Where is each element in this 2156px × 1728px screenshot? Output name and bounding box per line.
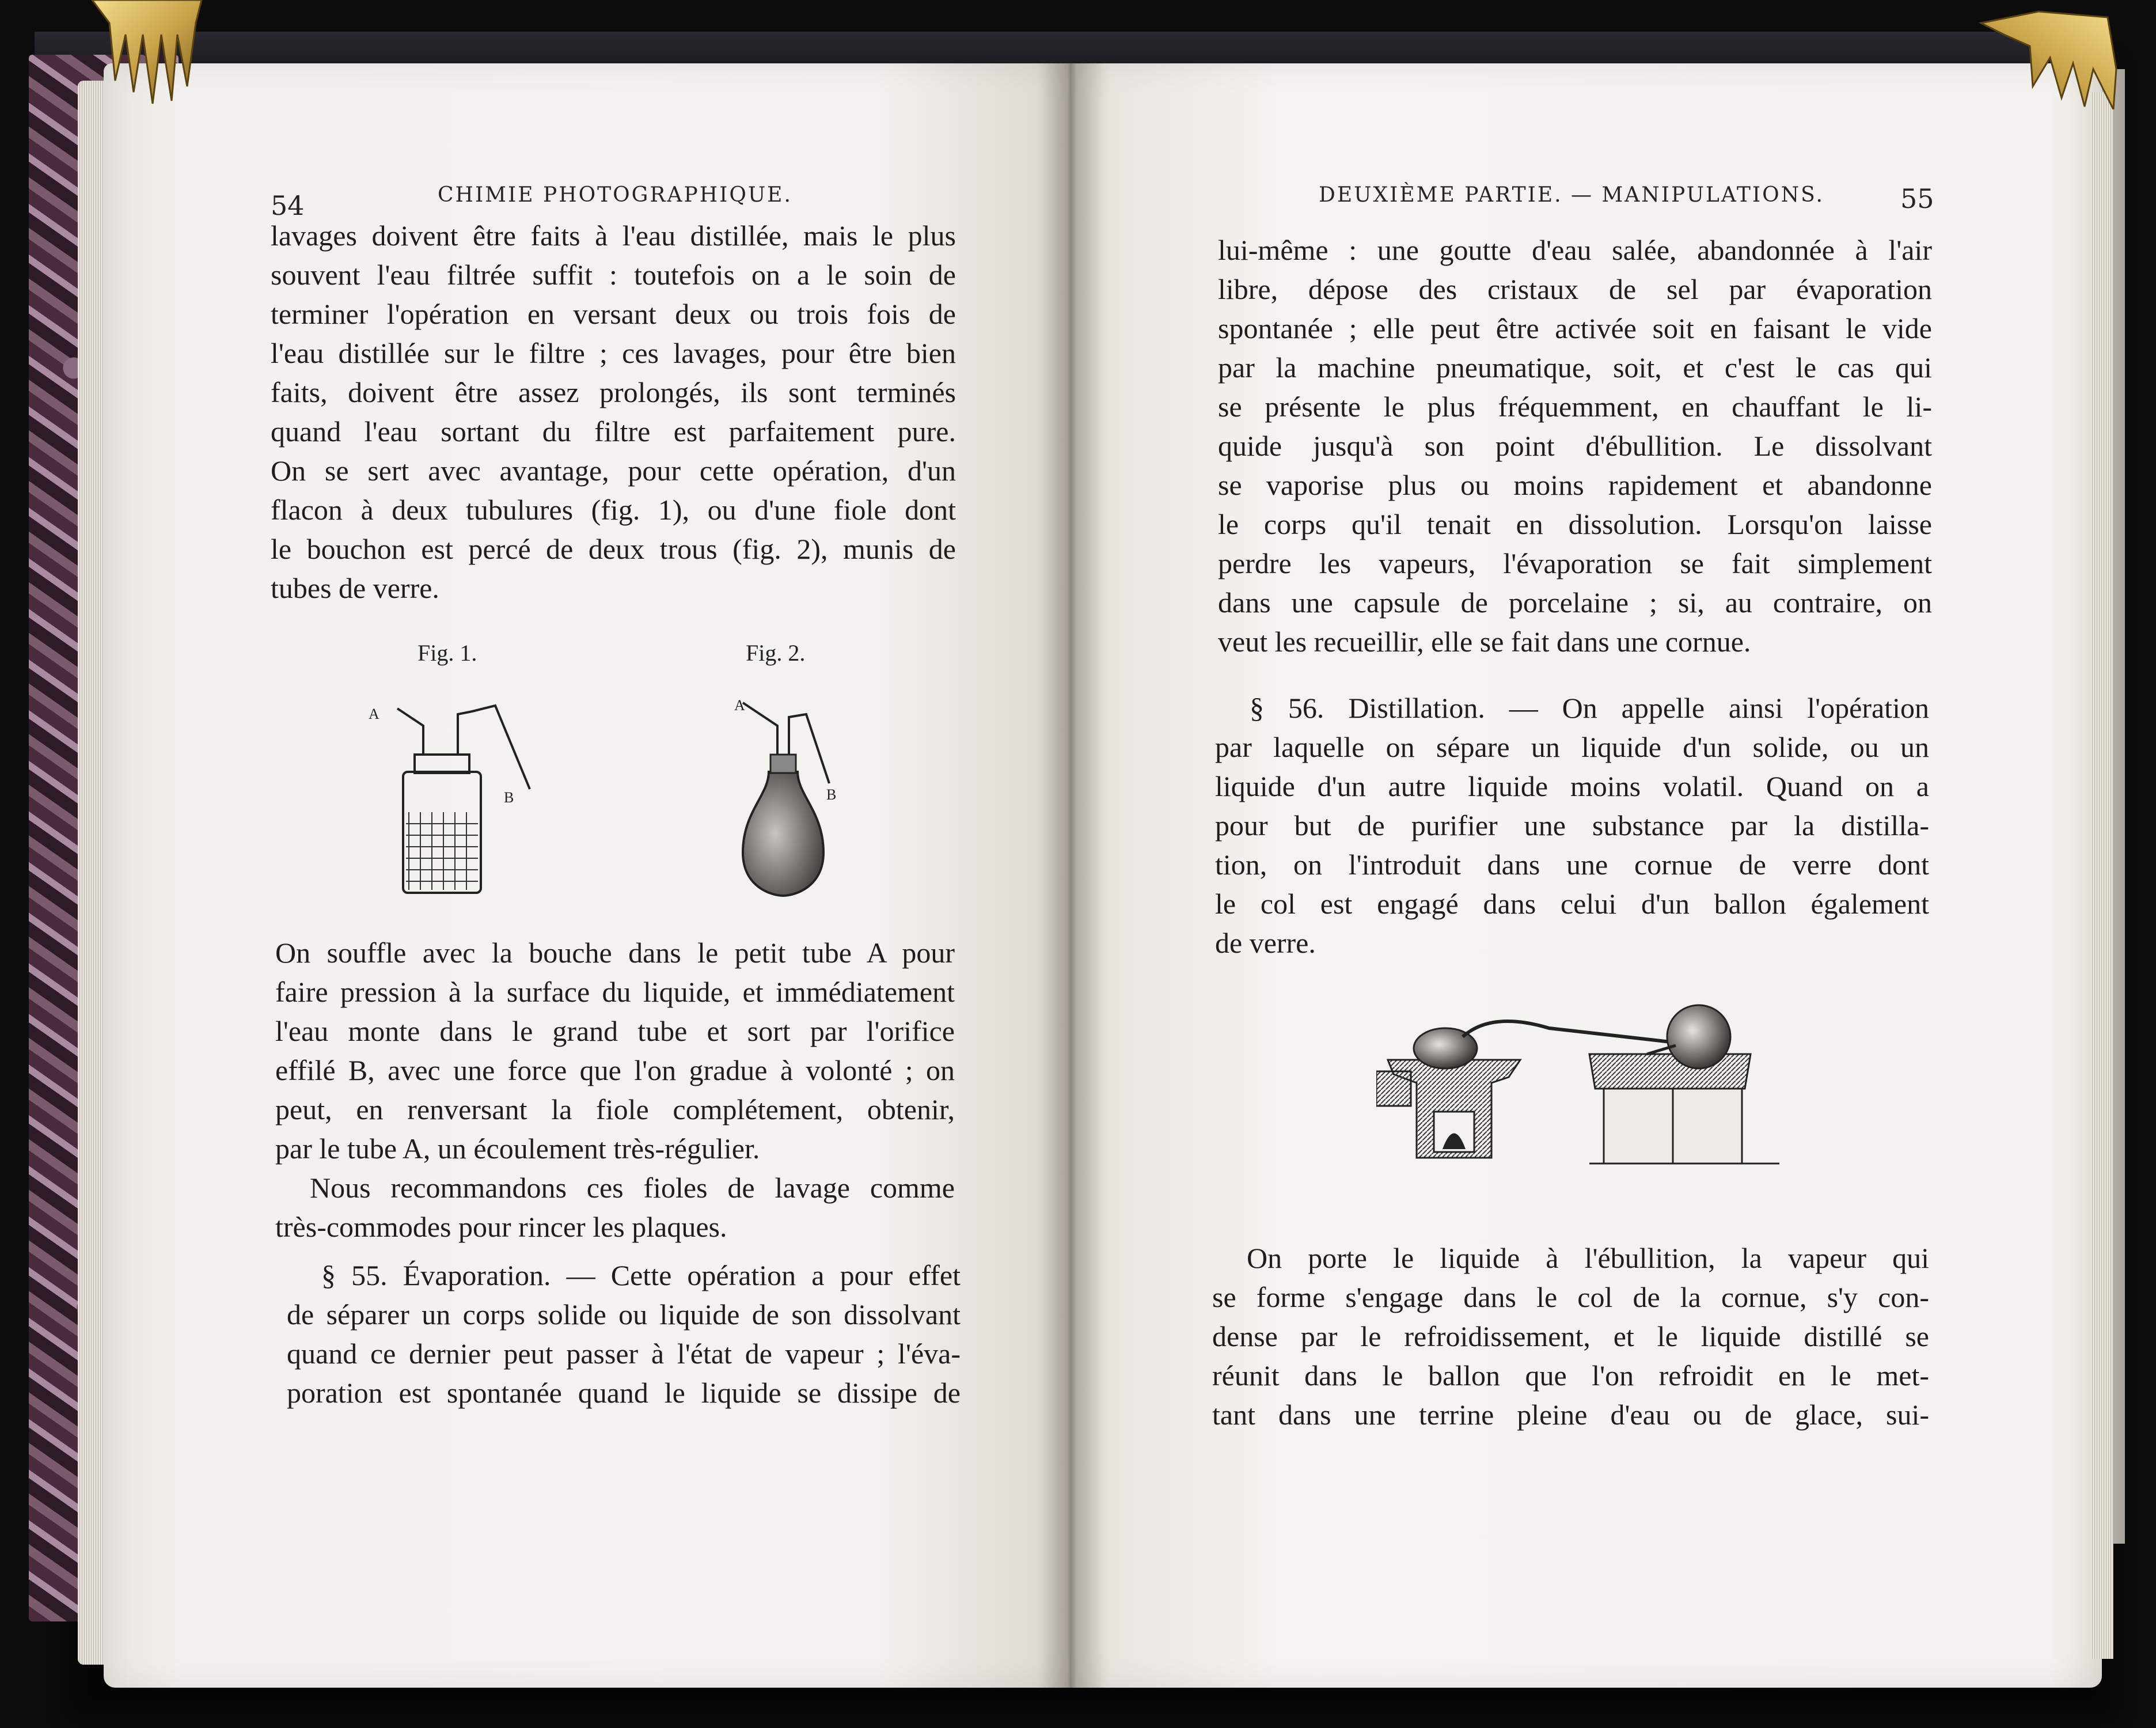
text-line: peut, en renversant la fiole complétement, obtenir, (275, 1093, 955, 1126)
text-line: tubes de verre. (271, 572, 439, 604)
text-line: dense par le refroidissement, et le liquide distillé se (1212, 1320, 1929, 1352)
book-gutter (1037, 63, 1106, 1688)
figure-2-label-b: B (826, 786, 837, 803)
figure-2-caption: Fig. 2. (746, 640, 806, 666)
text-line: quand l'eau sortant du filtre est parfaitement pure. (271, 415, 956, 448)
text-line: de séparer un corps solide ou liquide de son dissolvant (287, 1298, 961, 1331)
figure-1-label-b: B (504, 789, 514, 806)
text-line: effilé B, avec une force que l'on gradue à volonté ; on (275, 1054, 955, 1086)
right-paragraph-1 (1218, 230, 1932, 661)
text-line: On souffle avec la bouche dans le petit tube A pour (275, 937, 955, 969)
text-line: le col est engagé dans celui d'un ballon également (1215, 888, 1929, 920)
brass-hand-clip-icon (69, 0, 219, 109)
text-line: liquide d'un autre liquide moins volatil. Quand on a (1215, 770, 1929, 802)
text-line: réunit dans le ballon que l'on refroidit en le met- (1212, 1359, 1929, 1392)
right-page-number: 55 (1900, 183, 1934, 214)
wash-bottle-figure-1 (357, 691, 553, 904)
brass-hand-clip-icon (1969, 0, 2119, 109)
text-line: poration est spontanée quand le liquide se dissipe de (287, 1377, 961, 1409)
text-line: le bouchon est percé de deux trous (fig. 2), munis de (271, 533, 956, 565)
text-line: l'eau monte dans le grand tube et sort par l'orifice (275, 1015, 955, 1047)
text-line: flacon à deux tubulures (fig. 1), ou d'une fiole dont (271, 494, 956, 526)
text-line: veut les recueillir, elle se fait dans une cornue. (1218, 626, 1751, 658)
text-line: On se sert avec avantage, pour cette opération, d'un (271, 454, 956, 487)
text-line: § 55. Évaporation. — Cette opération a pour effet (321, 1259, 961, 1291)
text-line: pour but de purifier une substance par la distilla- (1215, 809, 1929, 842)
text-line: se forme s'engage dans le col de la cornue, s'y con- (1212, 1281, 1929, 1313)
distillation-apparatus-figure (1376, 1002, 1791, 1175)
text-line: quide jusqu'à son point d'ébullition. Le dissolvant (1218, 430, 1932, 462)
page-edges-right (2090, 92, 2113, 1659)
text-line: l'eau distillée sur le filtre ; ces lavages, pour être bien (271, 337, 956, 369)
text-line: spontanée ; elle peut être activée soit en faisant le vide (1218, 312, 1932, 344)
right-paragraph-distillation (1215, 688, 1929, 962)
text-line: lui-même : une goutte d'eau salée, abandonnée à l'air (1218, 234, 1932, 266)
left-page-number: 54 (271, 190, 305, 221)
text-line: par le tube A, un écoulement très-régulier. (275, 1132, 760, 1165)
left-paragraph-1 (271, 216, 956, 608)
text-line: tant dans une terrine pleine d'eau ou de glace, sui- (1212, 1399, 1929, 1431)
text-line: tion, on l'introduit dans une cornue de verre dont (1215, 848, 1929, 881)
figure-1-label-a: A (369, 706, 379, 722)
text-line: par laquelle on sépare un liquide d'un solide, ou un (1215, 731, 1929, 763)
text-line: faits, doivent être assez prolongés, ils sont terminés (271, 376, 956, 408)
text-line: § 56. Distillation. — On appelle ainsi l'opération (1250, 692, 1929, 724)
figure-1-caption: Fig. 1. (417, 640, 477, 666)
text-line: perdre les vapeurs, l'évaporation se fait simplement (1218, 547, 1932, 579)
text-line: de verre. (1215, 927, 1316, 959)
text-line: le corps qu'il tenait en dissolution. Lorsqu'on laisse (1218, 508, 1932, 540)
text-line: quand ce dernier peut passer à l'état de vapeur ; l'éva- (287, 1337, 961, 1370)
text-line: par la machine pneumatique, soit, et c'est le cas qui (1218, 351, 1932, 384)
left-running-head: CHIMIE PHOTOGRAPHIQUE. (438, 183, 792, 207)
left-paragraph-evaporation (287, 1256, 961, 1412)
text-line: se vaporise plus ou moins rapidement et abandonne (1218, 469, 1932, 501)
figure-2-label-a: A (734, 697, 745, 714)
right-running-head: DEUXIÈME PARTIE. — MANIPULATIONS. (1319, 183, 1824, 207)
text-line: faire pression à la surface du liquide, et immédiatement (275, 976, 955, 1008)
right-paragraph-3 (1212, 1238, 1929, 1434)
text-line: On porte le liquide à l'ébullition, la vapeur qui (1247, 1242, 1929, 1274)
text-line: dans une capsule de porcelaine ; si, au contraire, on (1218, 586, 1932, 619)
text-line: libre, dépose des cristaux de sel par évaporation (1218, 273, 1932, 305)
text-line: Nous recommandons ces fioles de lavage comme (310, 1172, 955, 1204)
text-line: se présente le plus fréquemment, en chauffant le li- (1218, 391, 1932, 423)
wash-flask-figure-2 (726, 691, 858, 904)
text-line: très-commodes pour rincer les plaques. (275, 1211, 727, 1243)
text-line: terminer l'opération en versant deux ou trois fois de (271, 298, 956, 330)
text-line: lavages doivent être faits à l'eau distillée, mais le plus (271, 219, 956, 252)
text-line: souvent l'eau filtrée suffit : toutefois on a le soin de (271, 259, 956, 291)
left-paragraph-2 (275, 933, 955, 1246)
